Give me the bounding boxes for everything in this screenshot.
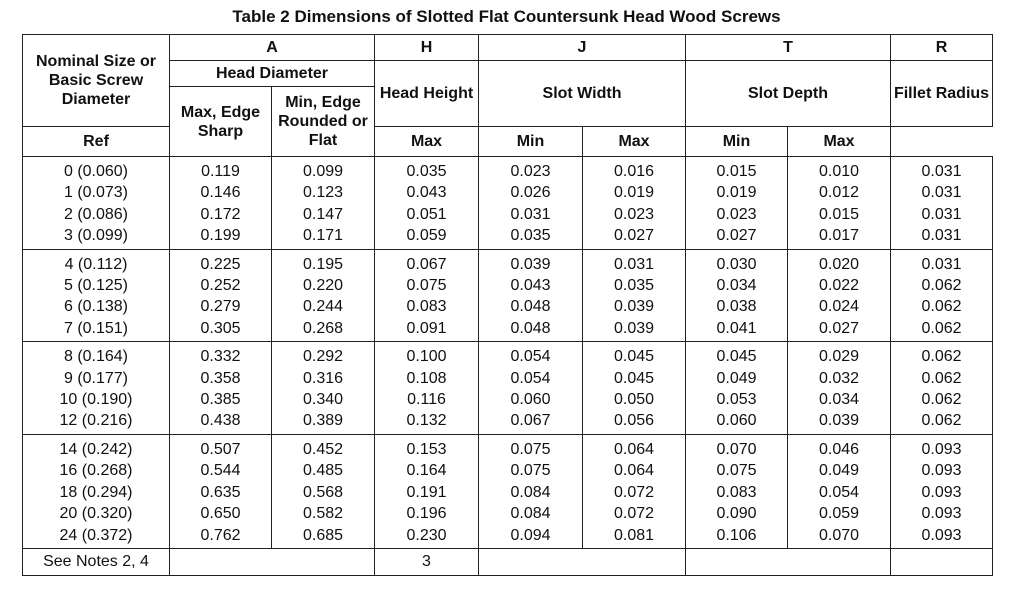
value-j-min: 0.072 — [613, 483, 655, 501]
cell-h-ref — [375, 249, 479, 342]
value-t-min: 0.010 — [818, 163, 860, 180]
value-j-min: 0.064 — [613, 440, 655, 458]
value-a-min: 0.685 — [302, 526, 344, 544]
value-r-max: 0.062 — [921, 412, 962, 430]
value-size: 18 (0.294) — [59, 483, 133, 501]
value-a-max: 0.199 — [200, 227, 241, 245]
cell-a-min — [272, 157, 375, 250]
cell-j-min — [583, 157, 686, 250]
value-r-max: 0.062 — [921, 319, 962, 337]
value-t-max: 0.023 — [716, 205, 757, 223]
value-t-max: 0.053 — [716, 391, 757, 409]
cell-j-max — [479, 434, 583, 548]
value-t-max: 0.045 — [716, 348, 757, 366]
value-r-max: 0.031 — [921, 227, 962, 245]
notes-cell-t — [686, 548, 891, 575]
value-t-min: 0.039 — [818, 412, 860, 430]
value-t-min: 0.059 — [818, 505, 860, 523]
value-j-min: 0.039 — [613, 298, 655, 316]
value-a-max: 0.544 — [200, 462, 241, 480]
value-h-ref: 0.083 — [406, 298, 447, 316]
cell-t-min — [788, 342, 891, 435]
table-row-group — [23, 342, 993, 435]
value-t-min: 0.012 — [818, 184, 860, 202]
table-row-group — [23, 157, 993, 250]
value-size: 2 (0.086) — [63, 205, 129, 223]
value-size: 8 (0.164) — [63, 348, 129, 366]
cell-a-max — [170, 157, 272, 250]
cell-t-max — [686, 342, 788, 435]
notes-cell-h: 3 — [375, 548, 479, 575]
value-t-max: 0.060 — [716, 412, 757, 430]
header-t-min: Min — [686, 127, 788, 157]
value-h-ref: 0.067 — [406, 255, 447, 273]
cell-t-min — [788, 157, 891, 250]
header-h-ref: Ref — [23, 127, 170, 157]
value-h-ref: 0.075 — [406, 277, 447, 295]
value-t-max: 0.041 — [716, 319, 757, 337]
value-j-min: 0.050 — [613, 391, 655, 409]
value-a-min: 0.485 — [302, 462, 344, 480]
cell-h-ref — [375, 157, 479, 250]
value-j-max: 0.048 — [510, 298, 551, 316]
cell-a-min — [272, 249, 375, 342]
value-j-min: 0.023 — [613, 205, 655, 223]
value-t-min: 0.017 — [818, 227, 860, 245]
value-a-min: 0.292 — [302, 348, 344, 366]
value-j-max: 0.039 — [510, 255, 551, 273]
header-col-t: T — [686, 35, 891, 61]
value-r-max: 0.062 — [921, 391, 962, 409]
table-body — [23, 157, 993, 549]
value-size: 20 (0.320) — [59, 505, 133, 523]
value-r-max: 0.062 — [921, 277, 962, 295]
value-r-max: 0.031 — [921, 184, 962, 202]
cell-size — [23, 157, 170, 250]
value-t-max: 0.015 — [716, 163, 757, 180]
header-col-j: J — [479, 35, 686, 61]
value-h-ref: 0.035 — [406, 163, 447, 180]
value-size: 7 (0.151) — [63, 319, 129, 337]
cell-size — [23, 434, 170, 548]
value-size: 10 (0.190) — [59, 391, 133, 409]
value-j-max: 0.084 — [510, 483, 551, 501]
value-r-max: 0.062 — [921, 298, 962, 316]
value-a-max: 0.332 — [200, 348, 241, 366]
header-head-height: Head Height — [375, 61, 479, 127]
value-j-min: 0.031 — [613, 255, 655, 273]
value-size: 5 (0.125) — [63, 277, 129, 295]
value-r-max: 0.031 — [921, 205, 962, 223]
value-j-max: 0.075 — [510, 440, 551, 458]
value-r-max: 0.093 — [921, 483, 962, 501]
value-t-min: 0.024 — [818, 298, 860, 316]
value-t-min: 0.054 — [818, 483, 860, 501]
cell-a-min — [272, 434, 375, 548]
value-a-min: 0.582 — [302, 505, 344, 523]
value-h-ref: 0.132 — [406, 412, 447, 430]
value-t-max: 0.030 — [716, 255, 757, 273]
value-t-min: 0.027 — [818, 319, 860, 337]
value-a-min: 0.452 — [302, 440, 344, 458]
value-a-min: 0.220 — [302, 277, 344, 295]
value-a-max: 0.119 — [201, 163, 240, 180]
value-j-max: 0.035 — [510, 227, 551, 245]
notes-cell-a — [170, 548, 375, 575]
cell-size — [23, 342, 170, 435]
header-a-min: Min, Edge Rounded or Flat — [272, 87, 375, 157]
value-size: 4 (0.112) — [64, 255, 128, 273]
value-r-max: 0.031 — [921, 255, 962, 273]
value-h-ref: 0.230 — [406, 526, 447, 544]
value-j-max: 0.048 — [510, 319, 551, 337]
value-t-max: 0.090 — [716, 505, 757, 523]
value-a-max: 0.507 — [200, 440, 241, 458]
value-h-ref: 0.116 — [407, 391, 446, 409]
cell-j-max — [479, 157, 583, 250]
value-j-min: 0.045 — [613, 369, 655, 387]
value-j-max: 0.054 — [510, 348, 551, 366]
value-a-min: 0.568 — [302, 483, 344, 501]
value-size: 14 (0.242) — [59, 440, 133, 458]
value-j-min: 0.056 — [613, 412, 655, 430]
cell-a-max — [170, 434, 272, 548]
value-size: 0 (0.060) — [63, 163, 129, 180]
notes-cell-r — [891, 548, 993, 575]
value-h-ref: 0.100 — [406, 348, 447, 366]
value-r-max: 0.031 — [921, 163, 962, 180]
value-a-max: 0.252 — [200, 277, 241, 295]
cell-j-min — [583, 249, 686, 342]
cell-r-max — [891, 342, 993, 435]
value-size: 6 (0.138) — [63, 298, 129, 316]
header-r-max: Max — [788, 127, 891, 157]
table-header — [23, 35, 993, 157]
value-j-max: 0.075 — [510, 462, 551, 480]
table-title: Table 2 Dimensions of Slotted Flat Countersunk Head Wood Screws — [232, 7, 781, 26]
value-a-min: 0.316 — [302, 369, 344, 387]
header-col-r: R — [891, 35, 993, 61]
value-j-max: 0.060 — [510, 391, 551, 409]
value-a-min: 0.244 — [302, 298, 344, 316]
value-j-max: 0.054 — [510, 369, 551, 387]
value-j-max: 0.026 — [510, 184, 551, 202]
value-r-max: 0.062 — [921, 348, 962, 366]
value-j-min: 0.064 — [613, 462, 655, 480]
value-size: 12 (0.216) — [59, 412, 133, 430]
value-t-min: 0.020 — [818, 255, 860, 273]
cell-h-ref — [375, 434, 479, 548]
value-t-max: 0.075 — [716, 462, 757, 480]
header-slot-width: Slot Width — [479, 61, 686, 127]
value-h-ref: 0.108 — [406, 369, 447, 387]
value-size: 9 (0.177) — [63, 369, 129, 387]
value-a-max: 0.225 — [200, 255, 241, 273]
value-j-min: 0.039 — [613, 319, 655, 337]
value-h-ref: 0.043 — [406, 184, 447, 202]
value-j-max: 0.043 — [510, 277, 551, 295]
header-a-max: Max, Edge Sharp — [170, 87, 272, 157]
value-j-min: 0.081 — [613, 526, 655, 544]
value-t-min: 0.049 — [818, 462, 860, 480]
value-t-max: 0.083 — [716, 483, 757, 501]
value-t-max: 0.038 — [716, 298, 757, 316]
header-fillet-radius: Fillet Radius — [891, 61, 993, 127]
value-a-max: 0.172 — [200, 205, 241, 223]
cell-a-min — [272, 342, 375, 435]
cell-t-min — [788, 434, 891, 548]
value-size: 24 (0.372) — [59, 526, 133, 544]
cell-j-min — [583, 434, 686, 548]
value-a-min: 0.340 — [302, 391, 344, 409]
value-j-max: 0.067 — [510, 412, 551, 430]
cell-h-ref — [375, 342, 479, 435]
value-j-min: 0.035 — [613, 277, 655, 295]
cell-a-max — [170, 249, 272, 342]
value-t-min: 0.029 — [818, 348, 860, 366]
value-size: 3 (0.099) — [63, 227, 129, 245]
table-row-group — [23, 249, 993, 342]
header-col-h: H — [375, 35, 479, 61]
value-t-max: 0.049 — [716, 369, 757, 387]
cell-t-max — [686, 434, 788, 548]
value-h-ref: 0.191 — [406, 483, 447, 501]
value-a-max: 0.438 — [200, 412, 241, 430]
notes-cell-j — [479, 548, 686, 575]
value-a-max: 0.635 — [200, 483, 241, 501]
notes-row — [23, 548, 993, 575]
value-a-min: 0.123 — [302, 184, 344, 202]
notes-label: See Notes 2, 4 — [23, 548, 170, 575]
header-col-a: A — [170, 35, 375, 61]
value-t-min: 0.070 — [818, 526, 860, 544]
value-t-max: 0.106 — [716, 526, 757, 544]
value-t-min: 0.034 — [818, 391, 860, 409]
value-a-max: 0.146 — [200, 184, 241, 202]
value-t-min: 0.032 — [818, 369, 860, 387]
value-j-max: 0.023 — [510, 163, 551, 180]
value-j-max: 0.031 — [510, 205, 551, 223]
header-t-max: Max — [583, 127, 686, 157]
value-t-max: 0.070 — [716, 440, 757, 458]
value-a-min: 0.268 — [302, 319, 344, 337]
dimensions-table — [22, 34, 993, 576]
value-a-min: 0.195 — [302, 255, 344, 273]
header-slot-depth: Slot Depth — [686, 61, 891, 127]
header-j-min: Min — [479, 127, 583, 157]
value-r-max: 0.093 — [921, 526, 962, 544]
value-j-min: 0.072 — [613, 505, 655, 523]
value-j-min: 0.045 — [613, 348, 655, 366]
value-j-min: 0.019 — [613, 184, 655, 202]
value-t-min: 0.046 — [818, 440, 860, 458]
cell-j-max — [479, 249, 583, 342]
cell-j-max — [479, 342, 583, 435]
value-a-max: 0.762 — [200, 526, 241, 544]
value-size: 16 (0.268) — [59, 462, 133, 480]
value-t-max: 0.027 — [716, 227, 757, 245]
cell-r-max — [891, 434, 993, 548]
value-t-min: 0.015 — [818, 205, 860, 223]
value-j-min: 0.016 — [613, 163, 655, 180]
header-head-diameter: Head Diameter — [170, 61, 375, 87]
value-a-min: 0.147 — [302, 205, 344, 223]
header-nominal-size: Nominal Size or Basic Screw Diameter — [23, 35, 170, 127]
value-r-max: 0.062 — [921, 369, 962, 387]
value-r-max: 0.093 — [921, 505, 962, 523]
table-row-group — [23, 434, 993, 548]
value-t-max: 0.034 — [716, 277, 757, 295]
cell-r-max — [891, 249, 993, 342]
cell-t-max — [686, 157, 788, 250]
value-a-min: 0.389 — [302, 412, 344, 430]
value-h-ref: 0.091 — [406, 319, 447, 337]
header-j-max: Max — [375, 127, 479, 157]
cell-j-min — [583, 342, 686, 435]
value-a-max: 0.305 — [200, 319, 241, 337]
value-a-max: 0.279 — [200, 298, 241, 316]
value-t-min: 0.022 — [818, 277, 860, 295]
value-a-max: 0.650 — [200, 505, 241, 523]
value-a-max: 0.385 — [200, 391, 241, 409]
value-h-ref: 0.153 — [406, 440, 447, 458]
value-r-max: 0.093 — [921, 462, 962, 480]
value-j-min: 0.027 — [613, 227, 655, 245]
value-h-ref: 0.059 — [406, 227, 447, 245]
value-h-ref: 0.051 — [406, 205, 447, 223]
cell-t-max — [686, 249, 788, 342]
value-size: 1 (0.073) — [63, 184, 129, 202]
value-a-min: 0.099 — [302, 163, 344, 180]
cell-a-max — [170, 342, 272, 435]
cell-t-min — [788, 249, 891, 342]
value-j-max: 0.084 — [510, 505, 551, 523]
value-r-max: 0.093 — [921, 440, 962, 458]
value-j-max: 0.094 — [510, 526, 551, 544]
value-t-max: 0.019 — [716, 184, 757, 202]
value-h-ref: 0.164 — [406, 462, 447, 480]
cell-size — [23, 249, 170, 342]
value-h-ref: 0.196 — [406, 505, 447, 523]
value-a-max: 0.358 — [200, 369, 241, 387]
value-a-min: 0.171 — [302, 227, 344, 245]
cell-r-max — [891, 157, 993, 250]
